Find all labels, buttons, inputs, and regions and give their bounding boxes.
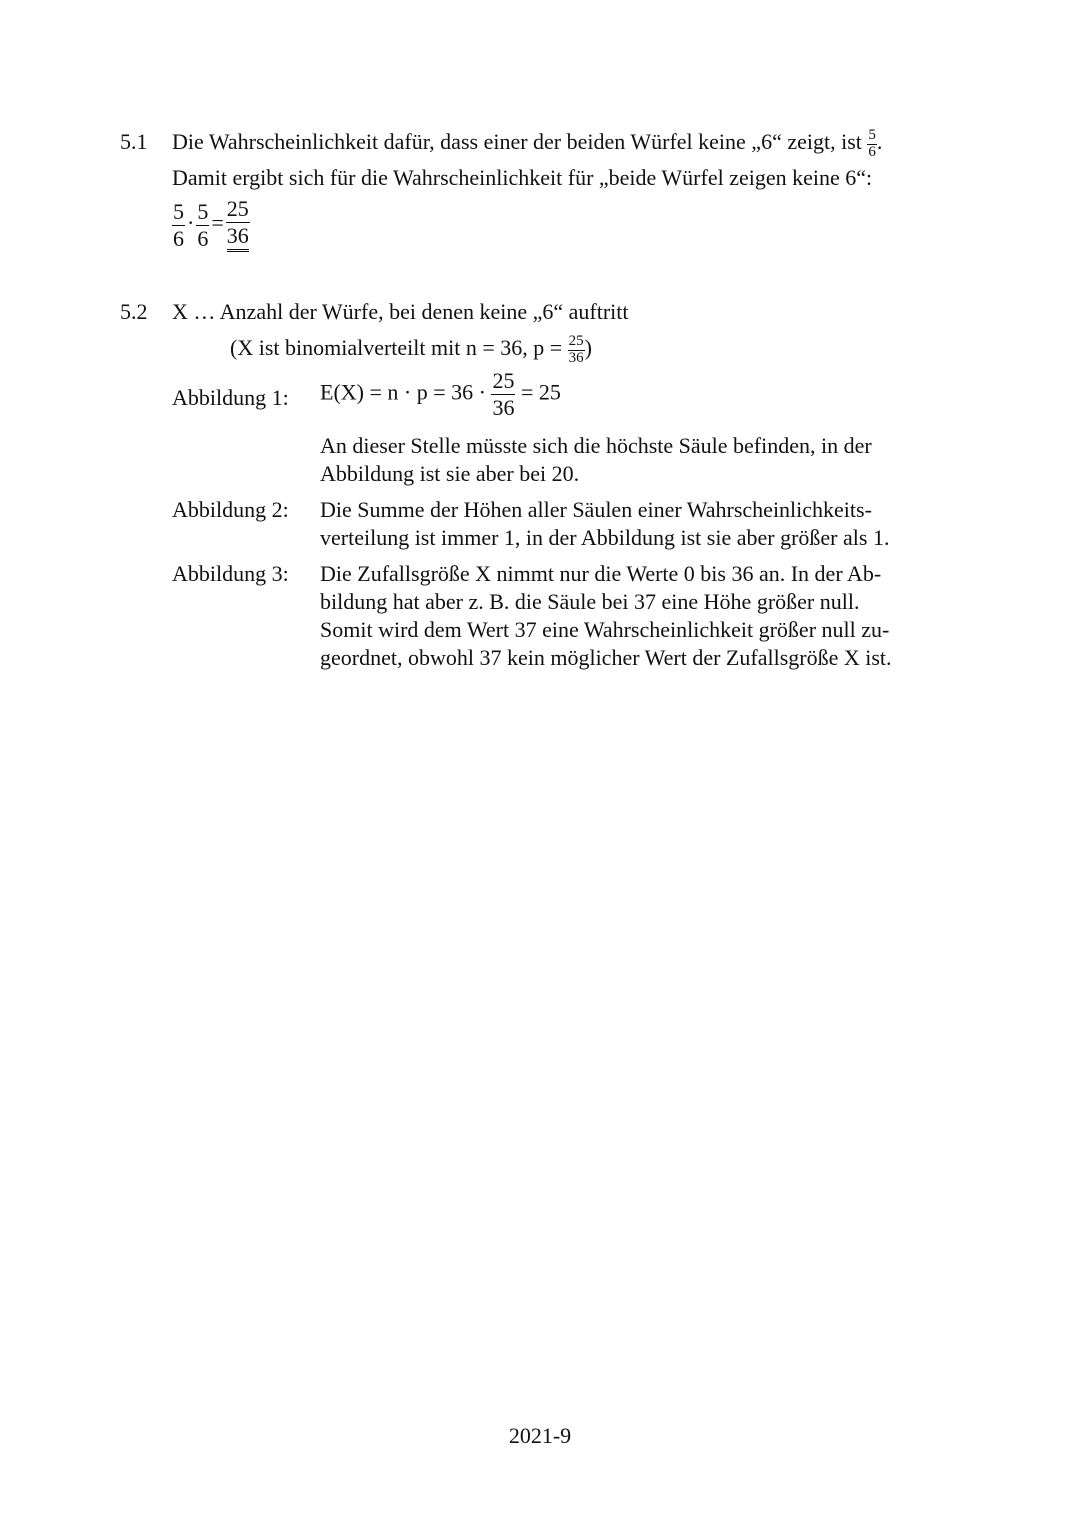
fraction-denominator: 36 <box>492 395 515 420</box>
figure-1-label: Abbildung 1: <box>172 385 289 410</box>
figure-3-text-4: geordnet, obwohl 37 kein möglicher Wert der Zufallsgröße X ist. <box>320 645 892 670</box>
section-number-5-1: 5.1 <box>120 129 148 154</box>
fraction-denominator: 6 <box>868 144 876 160</box>
fraction-factor-1 <box>172 198 185 251</box>
fraction-numerator: 5 <box>197 198 209 224</box>
probability-calculation <box>172 198 250 252</box>
figure-3-text-3: Somit wird dem Wert 37 eine Wahrscheinlichkeit größer null zu- <box>320 617 890 642</box>
page-number: 2021-9 <box>508 1423 572 1448</box>
figure-2-text-1: Die Summe der Höhen aller Säulen einer Wahrscheinlichkeits- <box>320 497 872 522</box>
section-number-5-2: 5.2 <box>120 299 148 324</box>
fraction-denominator: 36 <box>227 223 249 252</box>
fraction-result <box>226 198 250 252</box>
figure-3-text-2: bildung hat aber z. B. die Säule bei 37 eine Höhe größer null. <box>320 589 860 614</box>
figure-3-label: Abbildung 3: <box>172 561 289 586</box>
section-5-1-line-1 <box>172 128 882 160</box>
fraction-factor-2 <box>196 198 209 251</box>
formula-prefix: E(X) = n · p = 36 · <box>320 379 486 405</box>
fraction-denominator: 6 <box>197 225 209 251</box>
expected-value-formula <box>320 370 561 419</box>
figure-2-label: Abbildung 2: <box>172 497 289 522</box>
random-variable-definition: X … Anzahl der Würfe, bei denen keine „6“ auftritt <box>172 299 629 324</box>
multiply-dot: · <box>187 210 195 236</box>
formula-suffix: = 25 <box>520 379 561 405</box>
distribution-suffix: ) <box>584 335 592 361</box>
figure-1-text-2: Abbildung ist sie aber bei 20. <box>320 461 580 486</box>
fraction-numerator: 5 <box>868 127 876 143</box>
fraction-denominator: 36 <box>568 350 584 366</box>
fraction-denominator: 6 <box>173 225 184 251</box>
distribution-note <box>230 334 592 366</box>
line-1-text: Die Wahrscheinlichkeit dafür, dass einer der beiden Würfel keine „6“ zeigt, ist <box>172 129 862 155</box>
fraction-five-sixths <box>867 128 877 160</box>
fraction-numerator: 25 <box>226 196 249 221</box>
figure-3-text-1: Die Zufallsgröße X nimmt nur die Werte 0 bis 36 an. In der Ab- <box>320 561 882 586</box>
fraction-p <box>568 334 585 366</box>
distribution-prefix: (X ist binomialverteilt mit n = 36, p = <box>230 335 563 361</box>
figure-2-text-2: verteilung ist immer 1, in der Abbildung ist sie aber größer als 1. <box>320 525 890 550</box>
section-5-1-line-2: Damit ergibt sich für die Wahrscheinlichkeit für „beide Würfel zeigen keine 6“: <box>172 165 873 190</box>
fraction-numerator: 5 <box>173 198 184 224</box>
figure-1-text-1: An dieser Stelle müsste sich die höchste Säule befinden, in der <box>320 433 872 458</box>
fraction-numerator: 25 <box>568 333 584 349</box>
fraction-expected <box>491 370 515 419</box>
equals-sign: = <box>211 210 224 236</box>
fraction-numerator: 25 <box>492 368 515 393</box>
line-1-end: . <box>876 129 883 155</box>
